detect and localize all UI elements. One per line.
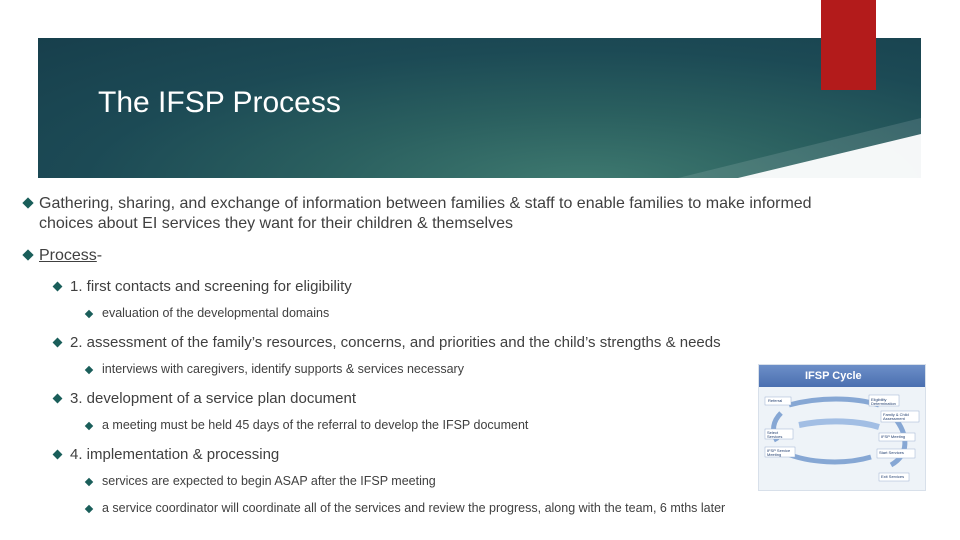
cycle-label-exit: Exit Services — [881, 474, 905, 479]
bullet-marker — [85, 422, 93, 430]
step4-bullet: 4. implementation & processing — [70, 446, 280, 463]
process-suffix: - — [96, 247, 103, 264]
cycle-label-ifsp-meeting-right: IFSP Meeting — [881, 434, 906, 439]
bullet-marker — [53, 394, 63, 404]
cycle-label-ifsp-meeting-left: IFSP Service Meeting — [767, 448, 791, 458]
bullet-marker — [85, 310, 93, 318]
cycle-label-family-assessment: Family & Child Assessment — [883, 412, 909, 422]
step3-bullet: 3. development of a service plan document — [70, 390, 357, 407]
cycle-label-eligibility: Eligibility Determination — [871, 397, 896, 407]
ifsp-cycle-arrows — [759, 365, 926, 491]
process-bullet — [39, 248, 102, 264]
step4-sub-bullet-2: a service coordinator will coordinate all of the services and review the progress, along with the team, 6 mths later — [102, 501, 726, 515]
intro-bullet-line1: Gathering, sharing, and exchange of information between families & staff to enable families to make informed — [39, 195, 812, 212]
cycle-label-start-services: Start Services — [879, 450, 904, 455]
bullet-marker — [85, 478, 93, 486]
bullet-marker — [22, 249, 33, 260]
step1-bullet: 1. first contacts and screening for eligibility — [70, 278, 352, 295]
bullet-marker — [85, 366, 93, 374]
bullet-marker — [53, 282, 63, 292]
process-label: Process — [39, 247, 97, 264]
step4-sub-bullet-1: services are expected to begin ASAP after the IFSP meeting — [102, 474, 436, 488]
step1-sub-bullet: evaluation of the developmental domains — [102, 306, 330, 320]
slide-title: The IFSP Process — [98, 86, 341, 119]
cycle-label-select-services: Select Services — [767, 430, 783, 440]
cycle-label-referral: Referral — [768, 398, 783, 403]
bullet-marker — [53, 450, 63, 460]
bullet-marker — [85, 505, 93, 513]
bullet-marker — [53, 338, 63, 348]
ifsp-cycle-image — [758, 364, 926, 491]
intro-bullet-line2: choices about EI services they want for their children & themselves — [39, 215, 513, 232]
ifsp-cycle-title: IFSP Cycle — [805, 370, 862, 382]
bullet-marker — [22, 197, 33, 208]
accent-bar — [821, 0, 876, 90]
step3-sub-bullet: a meeting must be held 45 days of the referral to develop the IFSP document — [102, 418, 529, 432]
step2-bullet: 2. assessment of the family’s resources, concerns, and priorities and the child’s strengths & needs — [70, 334, 721, 351]
step2-sub-bullet: interviews with caregivers, identify supports & services necessary — [102, 362, 464, 376]
